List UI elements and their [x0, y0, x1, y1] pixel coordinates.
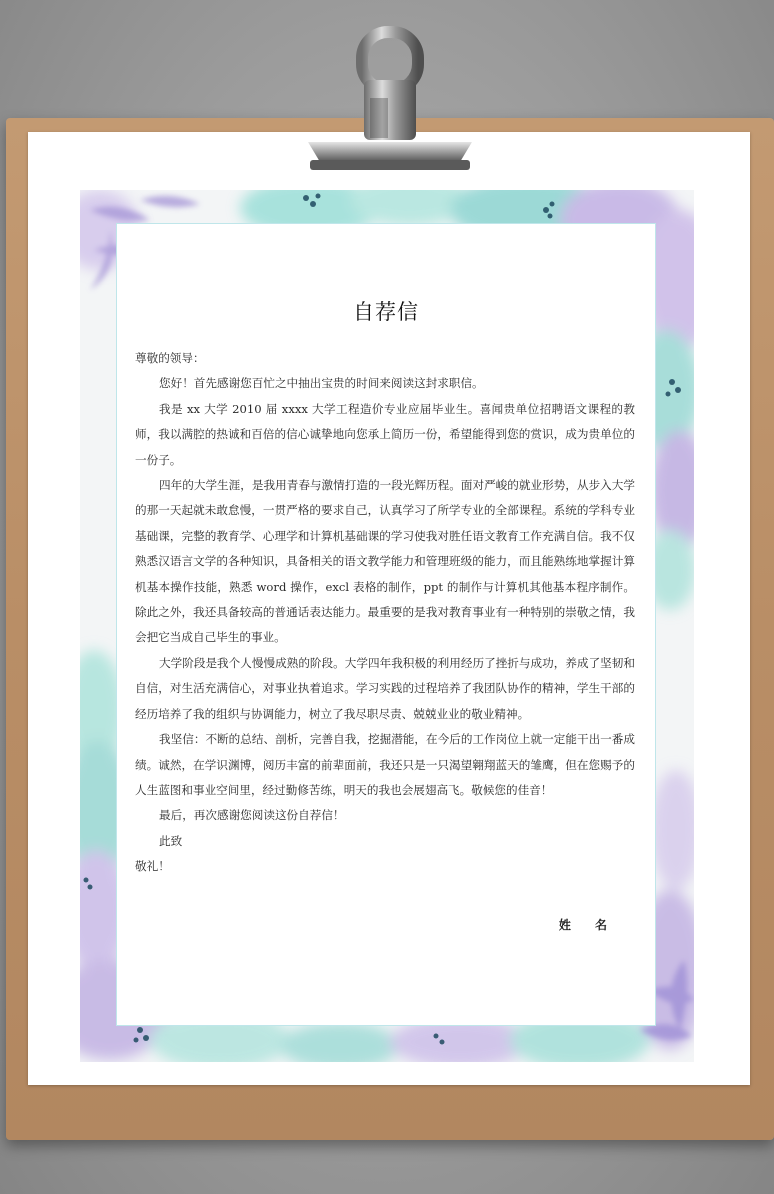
- paragraph-greeting: 您好！首先感谢您百忙之中抽出宝贵的时间来阅读这封求职信。: [159, 376, 484, 391]
- letter-body: [135, 346, 635, 880]
- paragraph-thanks: 最后，再次感谢您阅读这份自荐信！: [159, 808, 345, 823]
- paragraph-introduction: 我是 xx 大学 2010 届 xxxx 大学工程造价专业应届毕业生。喜闻贵单位招聘语文课程的教师，我以满腔的热诚和百倍的信心诚挚地向您承上简历一份，希望能得到您的赏识，成为贵单位的一份子。: [135, 401, 635, 467]
- paragraph-belief: 我坚信：不断的总结、剖析，完善自我，挖掘潜能，在今后的工作岗位上就一定能干出一番成绩。诚然，在学识渊博，阅历丰富的前辈面前，我还只是一只渴望翱翔蓝天的雏鹰，但在您赐予的人生蓝图和事业空间里，经过勤修苦练，明天的我也会展翅高飞。敬候您的佳音！: [135, 732, 635, 797]
- paragraph-cizhi: 此致: [159, 833, 183, 848]
- letter-title: 自荐信: [353, 300, 419, 324]
- signature-name: 姓 名: [558, 918, 617, 932]
- salutation: 尊敬的领导：: [135, 351, 205, 365]
- closing: 敬礼！: [135, 859, 170, 874]
- letter-page: [116, 223, 656, 1026]
- paragraph-growth: 大学阶段是我个人慢慢成熟的阶段。大学四年我积极的利用经历了挫折与成功，养成了坚韧和自信，对生活充满信心，对事业执着追求。学习实践的过程培养了我团队协作的精神，学生干部的经历培养了我的组织与协调能力，树立了我尽职尽责、兢兢业业的敬业精神。: [135, 655, 635, 721]
- paragraph-university-career: 四年的大学生涯，是我用青春与激情打造的一段光辉历程。面对严峻的就业形势，从步入大学的那一天起就未敢怠慢，一贯严格的要求自己，认真学习了所学专业的全部课程。系统的学科专业基础课，完整的教育学、心理学和计算机基础课的学习使我对胜任语文教育工作充满自信。我不仅熟悉汉语言文学的各种知识，具备相关的语文教学能力和管理班级的能力，而且能熟练地掌握计算机基本操作技能，熟悉 word 操作，excl 表格的制作，ppt 的制作与计算机其他基本程序制作。除此之外，我还具备较高的普通话表达能力。最重要的是我对教育事业有一种特别的崇敬之情，我会把它当成自己毕生的事业。: [135, 478, 635, 645]
- binder-clip-icon: [300, 22, 480, 182]
